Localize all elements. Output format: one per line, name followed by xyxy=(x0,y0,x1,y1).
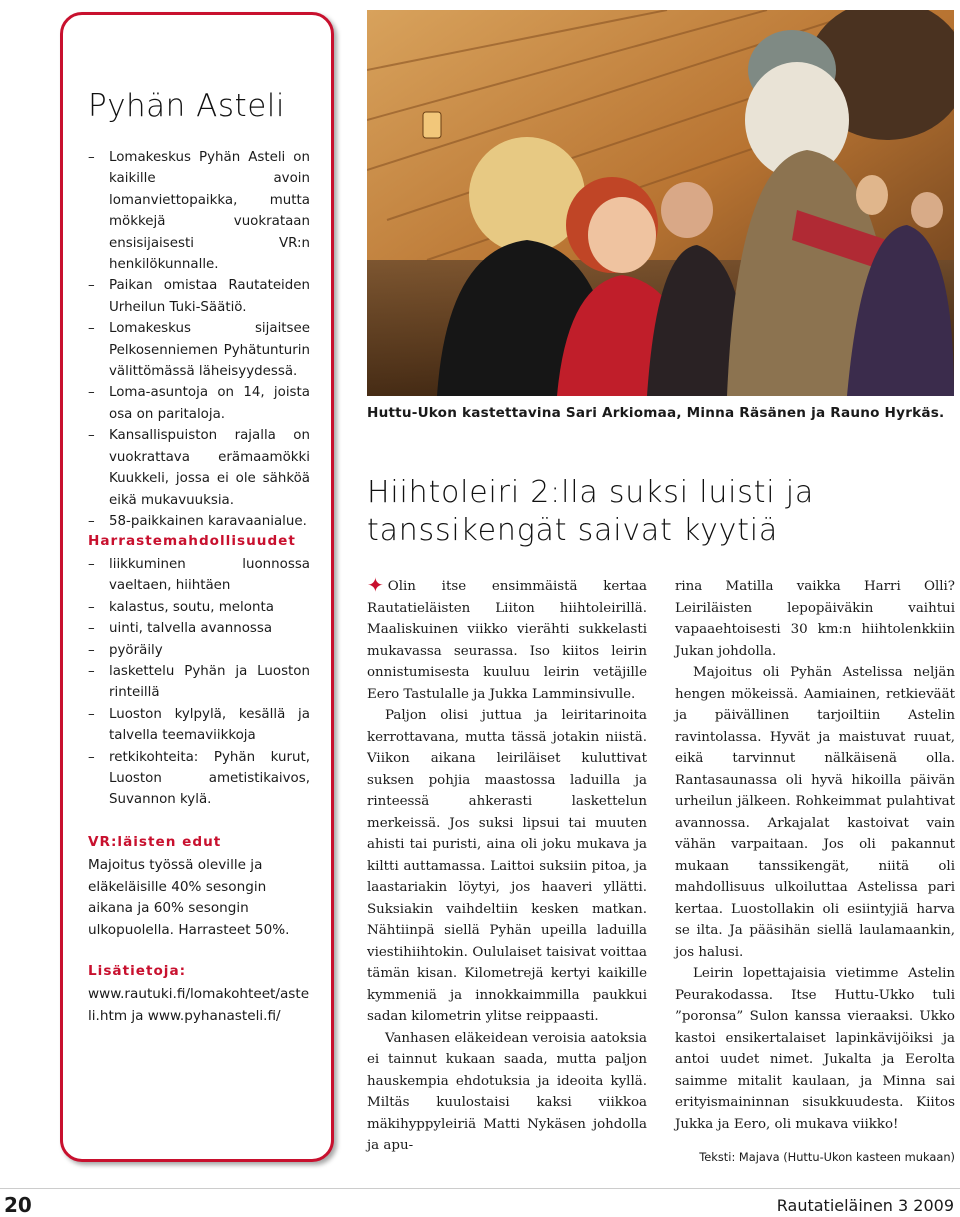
star-bullet-icon: ✦ xyxy=(367,573,384,597)
hobby-item: – kalastus, soutu, melonta xyxy=(88,597,310,618)
benefits-text: Majoitus työssä oleville ja eläkeläisille 40% sesongin aikana ja 60% sesongin ulkopuolella. Harrasteet 50%. xyxy=(88,857,290,938)
fact-item: – Lomakeskus sijaitsee Pelkosenniemen Pyhätunturin välittömässä läheisyydessä. xyxy=(88,318,310,382)
hobby-item: – uinti, talvella avannossa xyxy=(88,618,310,639)
info-links[interactable]: www.rautuki.fi/lomakohteet/asteli.htm ja www.pyhanasteli.fi/ xyxy=(88,986,310,1024)
author-credit: Teksti: Majava (Huttu-Ukon kasteen mukaan) xyxy=(699,1150,955,1164)
article-headline xyxy=(367,474,957,550)
fact-item: – Kansallispuiston rajalla on vuokrattava erämaamökki Kuukkeli, jossa ei ole sähköä eikä mukavuuksia. xyxy=(88,425,310,511)
fact-item: – 58-paikkainen karavaanialue. xyxy=(88,511,310,532)
benefits-heading: VR:läisten edut xyxy=(88,834,222,850)
fact-item: – Loma-asuntoja on 14, joista osa on paritaloja. xyxy=(88,382,310,425)
hobby-item: – liikkuminen luonnossa vaeltaen, hiihtäen xyxy=(88,554,310,597)
photo-baptism-ceremony xyxy=(367,10,954,396)
hobbies-heading: Harrastemahdollisuudet xyxy=(88,533,296,549)
article-paragraph xyxy=(367,573,647,705)
fact-item: – Lomakeskus Pyhän Asteli on kaikille avoin lomanviettopaikka, mutta mökkejä vuokrataan ensisijaisesti VR:n henkilökunnalle. xyxy=(88,147,310,275)
hobbies-list xyxy=(88,554,310,811)
info-heading: Lisätietoja: xyxy=(88,963,187,979)
article-paragraph: Leirin lopettajaisia vietimme Astelin Peurakodassa. Itse Huttu-Ukko tuli ”poronsa” Sulon kanssa vieraaksi. Ukko kastoi ensikertalaiset lapinkävijöiksi ja antoi uudet nimet. Jukalta ja Eerolta saimme mitalit kaulaan, ja Minna sai erityismaininnan sisukkuudesta. Kiitos Jukka ja Eero, oli mukava viikko! xyxy=(675,966,955,1132)
page-number: 20 xyxy=(4,1193,32,1217)
article-column-2 xyxy=(675,576,955,1169)
hobby-item: – retkikohteita: Pyhän kurut, Luoston ametistikaivos, Suvannon kylä. xyxy=(88,747,310,811)
paragraph-text: Olin itse ensimmäistä kertaa Rautatieläisten Liiton hiihtoleirillä. Maaliskuinen viikko vierähti sukkelasti mukavassa seurassa. Iso kiitos leirin onnistumisesta kuuluu leirin vetäjille Eero Tastulalle ja Jukka Lamminsivulle. xyxy=(367,579,647,702)
photo-caption: Huttu-Ukon kastettavina Sari Arkiomaa, Minna Räsänen ja Rauno Hyrkäs. xyxy=(367,405,945,421)
sidebar-facts-list xyxy=(88,147,310,532)
fact-item: – Paikan omistaa Rautateiden Urheilun Tuki-Säätiö. xyxy=(88,275,310,318)
hobby-item: – pyöräily xyxy=(88,640,310,661)
photo-illustration xyxy=(367,10,954,396)
article-paragraph: Majoitus oli Pyhän Astelissa neljän hengen mökeissä. Aamiainen, retkieväät ja päivällinen tarjoiltiin Astelin ravintolassa. Hyvät ja maistuvat ruuat, eikä tarvinnut nälkäisenä olla. Rantasaunassa oli hyvä hikoilla päivän urheilun jälkeen. Rohkeimmat pulahtivat avannossa. Arkajalat kastoivat vain vähän varpaitaan. Jos oli pakannut mukaan tanssikengät, niitä oli mahdollisuus ulkoiluttaa Astelissa pari kertaa. Luostollakin oli esiintyjiä harva se ilta. Ja pääsihän siellä laulamaankin, jos halusi. xyxy=(675,665,955,960)
sidebar-title: Pyhän Asteli xyxy=(88,88,285,124)
article-paragraph: rina Matilla vaikka Harri Olli? Leiriläisten lepopäiväkin vaihtui vapaaehtoisesti 30 km:n hiihtolenkkiin Jukan johdolla. xyxy=(675,579,955,659)
article-paragraph: Vanhasen eläkeidean veroisia aatoksia ei tainnut kukaan saada, mutta paljon hauskempia ehdotuksia ja ideoita kyllä. Miltäs kuulostaisi kaksi viikkoa mäkihyppyleiriä Matti Nykäsen johdolla ja apu- xyxy=(367,1030,647,1153)
headline-line-1: Hiihtoleiri 2:lla suksi luisti ja xyxy=(367,475,815,510)
article-paragraph: Paljon olisi juttua ja leiritarinoita kerrottavana, mutta tässä jotakin niistä. Viikon aikana leiriläiset kuluttivat suksen pohjia maastossa laduilla ja rinteessä ahkerasti laskettelun merkeissä. Jos suksi lipsui tai muuten ahisti tai puristi, aina oli joku mukava ja kiltti auttamassa. Laittoi suksiin pitoa, ja laastariakin löytyi, jos haaveri yllätti. Suksiakin vaihdeltiin kesken matkan. Nähtiinpä siellä Pyhän upeilla laduilla viestihiihtokin. Oululaiset taisivat voittaa tämän kisan. Kilometrejä kertyi kaikille kymmeniä ja innokkaimmilla paukkui sadan kilometrin ylitse reippaasti. xyxy=(367,708,647,1024)
hobby-item: – laskettelu Pyhän ja Luoston rinteillä xyxy=(88,661,310,704)
publication-name: Rautatieläinen 3 2009 xyxy=(776,1196,954,1215)
hobby-item: – Luoston kylpylä, kesällä ja talvella teemaviikkoja xyxy=(88,704,310,747)
article-column-1 xyxy=(367,573,647,1157)
headline-line-2: tanssikengät saivat kyytiä xyxy=(367,513,779,548)
footer-divider xyxy=(0,1188,960,1189)
